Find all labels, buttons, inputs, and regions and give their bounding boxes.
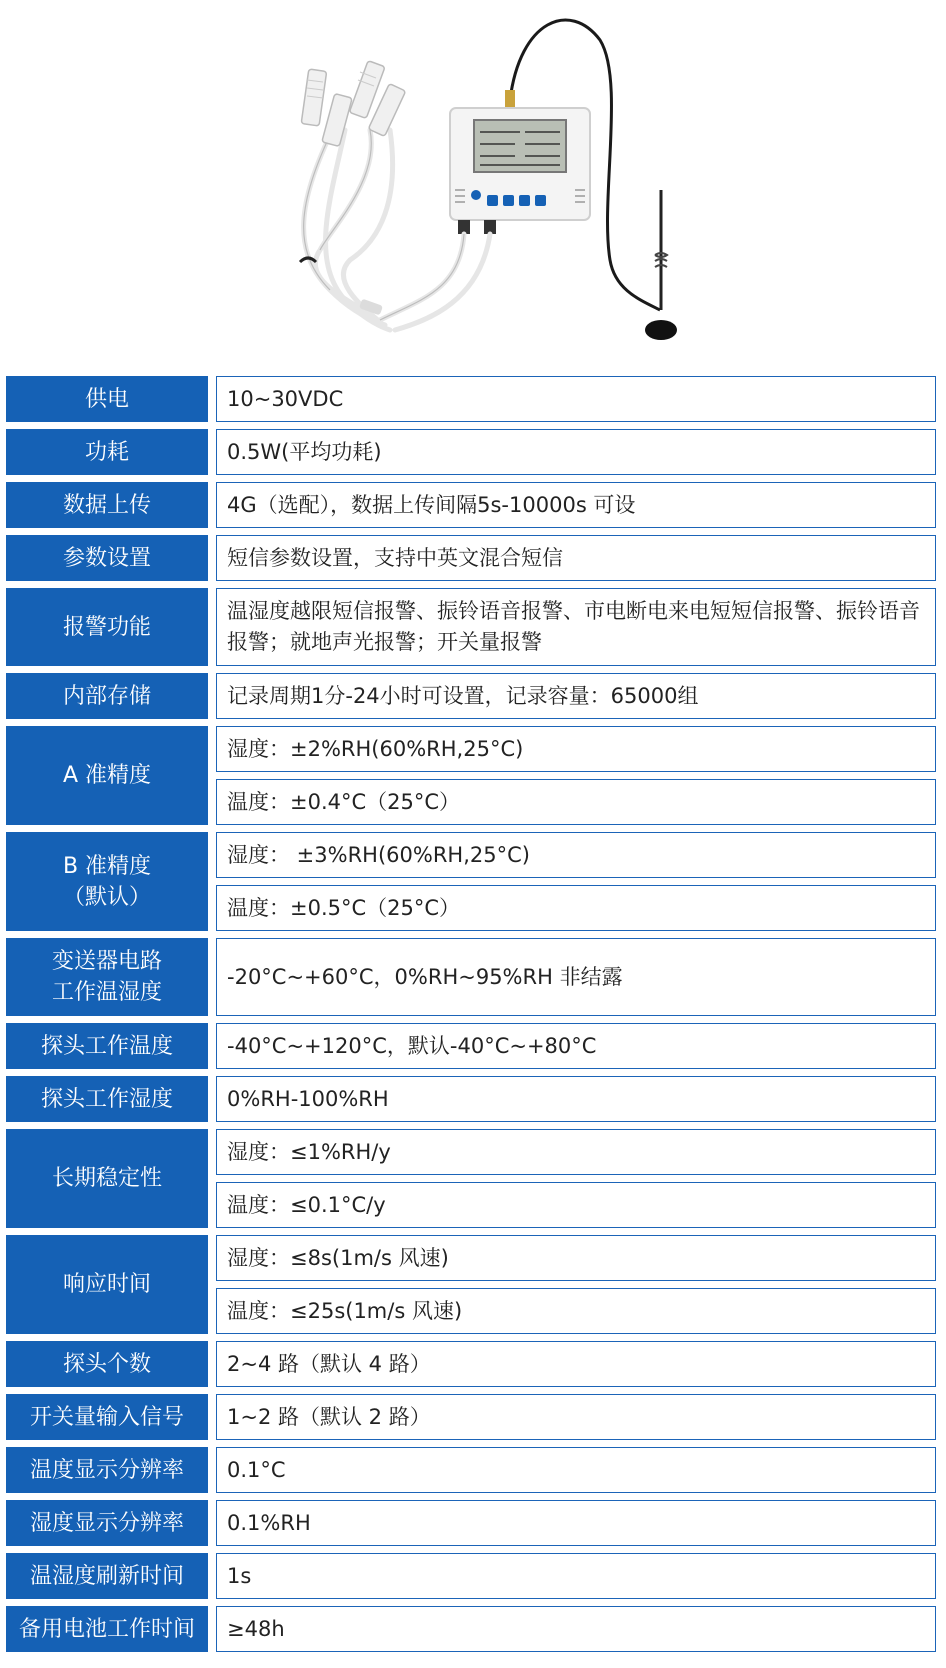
spec-row [6,482,936,528]
spec-row [6,1023,936,1069]
spec-row [6,1447,936,1493]
spec-row [6,1076,936,1122]
spec-value: 1~2 路（默认 2 路） [216,1394,936,1440]
spec-label-line: 变送器电路 [51,949,162,974]
device-screen [474,120,566,172]
spec-label [6,1606,208,1652]
spec-label-line: 温度显示分辨率 [29,1457,184,1483]
spec-label [6,1129,208,1228]
spec-row [6,1606,936,1652]
product-image [0,0,946,362]
spec-values [216,1394,936,1440]
spec-value: 温度：±0.5°C（25°C） [216,885,936,931]
spec-label-line: 探头工作湿度 [40,1086,173,1112]
spec-label [6,588,208,666]
spec-label [6,1447,208,1493]
spec-values [216,1076,936,1122]
spec-label [6,1235,208,1334]
spec-label-line: B 准精度 [62,853,152,879]
spec-value: 2~4 路（默认 4 路） [216,1341,936,1387]
spec-value: 4G（选配），数据上传间隔5s-10000s 可设 [216,482,936,528]
spec-value: 0.1°C [216,1447,936,1493]
spec-value: 温湿度越限短信报警、振铃语音报警、市电断电来电短短信报警、振铃语音报警；就地声光报警；开关量报警 [216,588,936,666]
spec-label-line: 湿度显示分辨率 [29,1510,184,1536]
spec-values [216,1447,936,1493]
spec-values [216,1129,936,1228]
spec-value: 温度：±0.4°C（25°C） [216,779,936,825]
spec-values [216,482,936,528]
spec-values [216,1341,936,1387]
spec-label [6,1500,208,1546]
spec-value: 温度：≤0.1°C/y [216,1182,936,1228]
spec-row [6,1500,936,1546]
spec-value: 湿度：±2%RH(60%RH,25°C) [216,726,936,772]
spec-values [216,726,936,825]
spec-values [216,832,936,931]
spec-label [6,535,208,581]
antenna-base [645,320,677,340]
spec-row [6,588,936,666]
spec-label [6,1341,208,1387]
spec-label-line: 探头个数 [62,1351,151,1377]
spec-table [6,376,936,1659]
spec-row [6,726,936,825]
spec-values [216,1023,936,1069]
spec-row [6,673,936,719]
spec-row [6,535,936,581]
spec-row [6,429,936,475]
spec-value: 0.1%RH [216,1500,936,1546]
spec-value: 0.5W(平均功耗) [216,429,936,475]
spec-label [6,726,208,825]
spec-label [6,1023,208,1069]
spec-label-line: 工作温湿度 [51,980,162,1005]
spec-label [6,673,208,719]
spec-row [6,1341,936,1387]
spec-label [6,832,208,931]
spec-label [6,429,208,475]
spec-label-line: 备用电池工作时间 [18,1616,195,1642]
spec-label [6,938,208,1016]
spec-label-line: 开关量输入信号 [29,1404,184,1430]
spec-label-line: 参数设置 [62,545,151,571]
spec-value: ≥48h [216,1606,936,1652]
spec-value: 10~30VDC [216,376,936,422]
spec-values [216,1553,936,1599]
spec-label-line: 报警功能 [62,614,151,640]
spec-label-line: A 准精度 [62,763,152,788]
spec-value: 湿度：≤1%RH/y [216,1129,936,1175]
spec-values [216,673,936,719]
spec-values [216,376,936,422]
spec-label-line: 功耗 [84,439,129,465]
spec-label [6,482,208,528]
spec-values [216,429,936,475]
spec-value: 温度：≤25s(1m/s 风速) [216,1288,936,1334]
spec-value: 1s [216,1553,936,1599]
spec-label [6,1076,208,1122]
spec-values [216,938,936,1016]
spec-label-line: 响应时间 [62,1272,151,1297]
spec-value: 0%RH-100%RH [216,1076,936,1122]
spec-values [216,1235,936,1334]
spec-value: 湿度：≤8s(1m/s 风速) [216,1235,936,1281]
spec-values [216,588,936,666]
spec-label-line: 数据上传 [62,492,151,518]
spec-values [216,1500,936,1546]
spec-value: 记录周期1分-24小时可设置，记录容量：65000组 [216,673,936,719]
spec-label-line: 长期稳定性 [51,1166,162,1191]
spec-label [6,1394,208,1440]
spec-row [6,1129,936,1228]
spec-row [6,376,936,422]
spec-label-line: （默认） [62,884,151,910]
spec-values [216,535,936,581]
spec-label [6,1553,208,1599]
spec-label-line: 探头工作温度 [40,1033,173,1059]
spec-value: 短信参数设置，支持中英文混合短信 [216,535,936,581]
spec-label [6,376,208,422]
spec-label-line: 供电 [84,386,129,412]
spec-row [6,938,936,1016]
spec-label-line: 内部存储 [62,683,151,709]
spec-row [6,832,936,931]
spec-row [6,1235,936,1334]
spec-row [6,1553,936,1599]
spec-values [216,1606,936,1652]
spec-value: -20°C~+60°C，0%RH~95%RH 非结露 [216,938,936,1016]
spec-row [6,1394,936,1440]
spec-label-line: 温湿度刷新时间 [29,1563,184,1589]
spec-value: 湿度： ±3%RH(60%RH,25°C) [216,832,936,878]
probe-2 [322,94,352,147]
spec-value: -40°C~+120°C，默认-40°C~+80°C [216,1023,936,1069]
